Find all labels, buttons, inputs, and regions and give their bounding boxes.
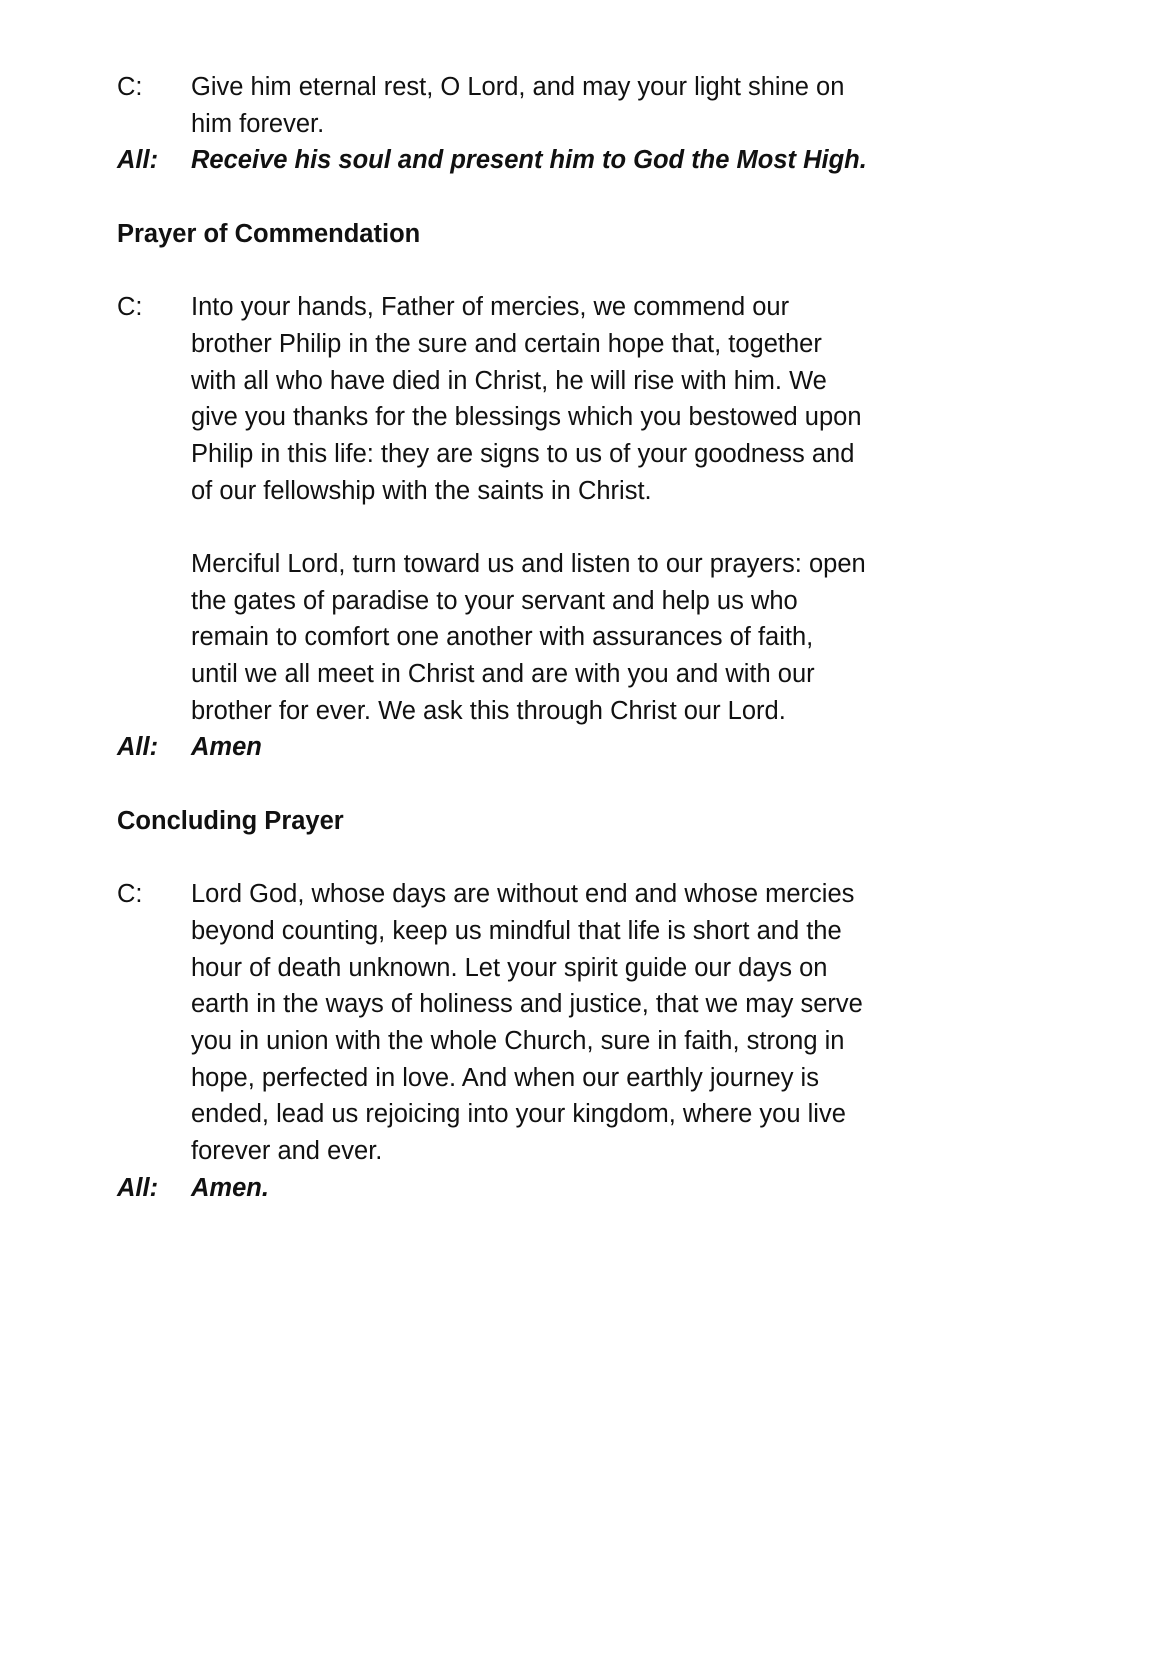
section-heading-text: Prayer of Commendation: [117, 219, 421, 248]
speaker-label: C:: [117, 880, 143, 909]
blank-line: [117, 766, 1077, 803]
speaker-label: All:: [117, 146, 159, 175]
speaker-label: [117, 913, 191, 950]
speaker-label: [117, 693, 191, 730]
celebrant-line: [117, 950, 1077, 987]
celebrant-line: [117, 656, 1077, 693]
celebrant-line: [117, 289, 1077, 326]
prayer-text: until we all meet in Christ and are with you and with our: [191, 660, 815, 688]
response-line: [117, 1170, 1077, 1207]
section-heading-text: Concluding Prayer: [117, 806, 344, 835]
liturgy-page: [117, 69, 1077, 1206]
speaker-label: [117, 950, 191, 987]
celebrant-line: [117, 326, 1077, 363]
speaker-label: [117, 1060, 191, 1097]
blank-line: [117, 509, 1077, 546]
section-heading: [117, 803, 1077, 840]
celebrant-line: [117, 986, 1077, 1023]
speaker-label: C:: [117, 73, 143, 101]
celebrant-line: [117, 1133, 1077, 1170]
response-line: [117, 729, 1077, 766]
speaker-label: [117, 546, 191, 583]
prayer-text: Into your hands, Father of mercies, we commend our: [191, 293, 790, 322]
speaker-label: [117, 436, 191, 473]
celebrant-line: [117, 69, 1077, 106]
speaker-label: [117, 326, 191, 363]
celebrant-line: [117, 473, 1077, 510]
celebrant-line: [117, 693, 1077, 730]
celebrant-line: [117, 436, 1077, 473]
speaker-label: All:: [117, 733, 159, 762]
speaker-label: [117, 1133, 191, 1170]
prayer-text: of our fellowship with the saints in Christ.: [191, 476, 652, 505]
blank-line: [117, 252, 1077, 289]
prayer-text: Receive his soul and present him to God the Most High.: [191, 146, 867, 175]
celebrant-line: [117, 1096, 1077, 1133]
prayer-text: brother Philip in the sure and certain hope that, together: [191, 329, 822, 358]
celebrant-line: [117, 106, 1077, 143]
prayer-text: forever and ever.: [191, 1136, 383, 1165]
prayer-text: beyond counting, keep us mindful that life is short and the: [191, 916, 842, 945]
speaker-label: C:: [117, 293, 143, 322]
prayer-text: Lord God, whose days are without end and whose mercies: [191, 880, 855, 909]
celebrant-line: [117, 913, 1077, 950]
prayer-text: hope, perfected in love. And when our earthly journey is: [191, 1063, 819, 1092]
blank-line: [117, 179, 1077, 216]
blank-line: [117, 839, 1077, 876]
celebrant-line: [117, 1023, 1077, 1060]
prayer-text: remain to comfort one another with assurances of faith,: [191, 623, 814, 652]
speaker-label: [117, 363, 191, 400]
speaker-label: All:: [117, 1173, 159, 1202]
section-heading: [117, 216, 1077, 253]
speaker-label: [117, 1023, 191, 1060]
prayer-text: Amen: [191, 733, 262, 762]
prayer-text: Philip in this life: they are signs to us of your goodness and: [191, 439, 855, 468]
prayer-text: Merciful Lord, turn toward us and listen to our prayers: open: [191, 549, 866, 578]
speaker-label: [117, 986, 191, 1023]
speaker-label: [117, 399, 191, 436]
prayer-text: hour of death unknown. Let your spirit guide our days on: [191, 953, 828, 982]
celebrant-line: [117, 546, 1077, 583]
celebrant-line: [117, 619, 1077, 656]
celebrant-line: [117, 363, 1077, 400]
speaker-label: [117, 1096, 191, 1133]
prayer-text: him forever.: [191, 109, 325, 138]
prayer-text: with all who have died in Christ, he will rise with him. We: [191, 366, 827, 395]
prayer-text: give you thanks for the blessings which you bestowed upon: [191, 403, 862, 432]
celebrant-line: [117, 583, 1077, 620]
speaker-label: [117, 106, 191, 143]
response-line: [117, 142, 1077, 179]
speaker-label: [117, 583, 191, 620]
prayer-text: Amen.: [191, 1173, 269, 1202]
celebrant-line: [117, 1060, 1077, 1097]
speaker-label: [117, 656, 191, 693]
speaker-label: [117, 619, 191, 656]
celebrant-line: [117, 876, 1077, 913]
prayer-text: brother for ever. We ask this through Christ our Lord.: [191, 696, 786, 725]
prayer-text: you in union with the whole Church, sure in faith, strong in: [191, 1026, 845, 1055]
prayer-text: Give him eternal rest, O Lord, and may your light shine on: [191, 73, 845, 101]
celebrant-line: [117, 399, 1077, 436]
speaker-label: [117, 473, 191, 510]
prayer-text: the gates of paradise to your servant and help us who: [191, 586, 798, 615]
prayer-text: ended, lead us rejoicing into your kingdom, where you live: [191, 1100, 846, 1129]
prayer-text: earth in the ways of holiness and justice, that we may serve: [191, 990, 863, 1019]
